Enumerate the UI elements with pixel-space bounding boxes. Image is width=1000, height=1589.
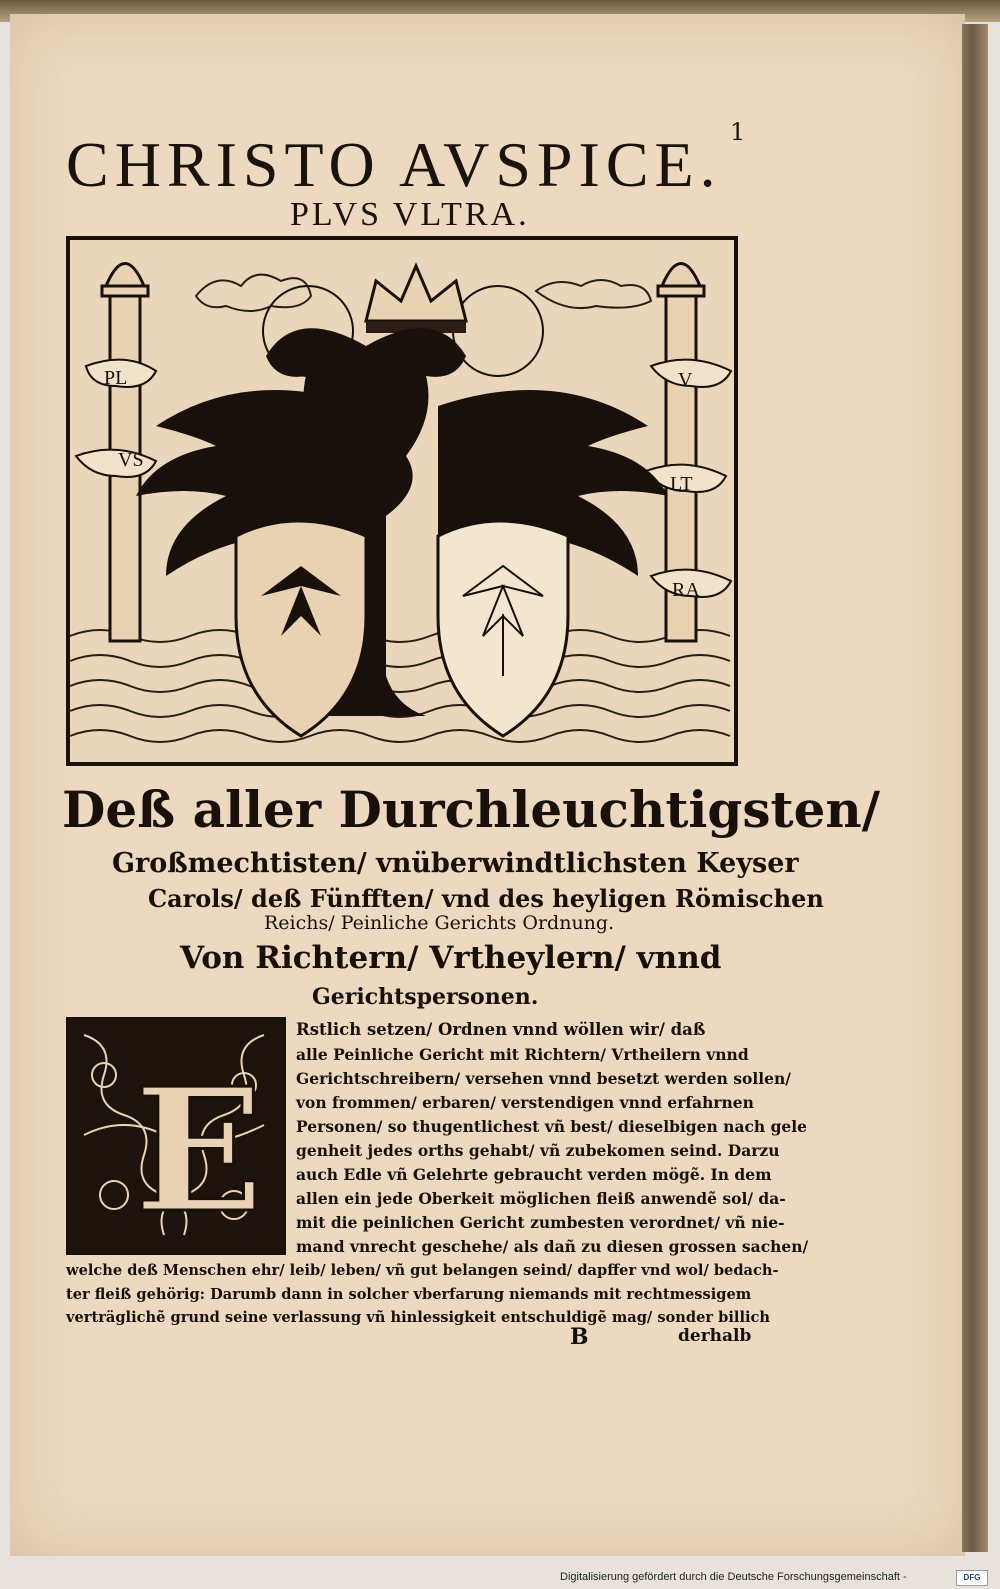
body-line: alle Peinliche Gericht mit Richtern/ Vrtheilern vnnd	[296, 1045, 749, 1064]
motto-subtitle: PLVS VLTRA.	[290, 196, 530, 233]
body-line: mit die peinlichen Gericht zumbesten verordnet/ vñ nie-	[296, 1213, 785, 1232]
digitization-credit: Digitalisierung gefördert durch die Deutsche Forschungsgemeinschaft -	[560, 1571, 907, 1583]
title-line-1: Deß aller Durchleuchtigsten/	[62, 780, 881, 839]
body-line: verträglichẽ grund seine verlassung vñ hinlessigkeit entschuldigẽ mag/ sonder billich	[66, 1309, 771, 1326]
catchword: derhalb	[678, 1326, 752, 1346]
pillar-left-upper: PL	[104, 367, 128, 389]
initial-letter: E	[134, 1051, 264, 1251]
title-line-3: Carols/ deß Fünfften/ vnd des heyligen Römischen	[148, 884, 824, 913]
title-line-2: Großmechtisten/ vnüberwindtlichsten Keyser	[112, 848, 799, 879]
body-line: mand vnrecht geschehe/ als dañ zu diesen grossen sachen/	[296, 1237, 809, 1256]
page-number: 1	[730, 118, 746, 146]
body-line: genheit jedes orths gehabt/ vñ zubekomen seind. Darzu	[296, 1141, 780, 1160]
pillar-left-lower: VS	[118, 449, 144, 471]
section-heading-line-1: Von Richtern/ Vrtheylern/ vnnd	[180, 940, 722, 976]
body-line: allen ein jede Oberkeit möglichen fleiß anwendẽ sol/ da-	[296, 1189, 786, 1208]
body-line: Personen/ so thugentlichest vñ best/ dieselbigen nach gele	[296, 1117, 808, 1136]
body-line: Gerichtschreibern/ versehen vnnd besetzt werden sollen/	[296, 1069, 791, 1088]
imperial-eagle-woodcut	[66, 236, 738, 766]
signature-mark: B	[570, 1324, 589, 1350]
body-line: welche deß Menschen ehr/ leib/ leben/ vñ gut belangen seind/ dapffer vnd wol/ bedach-	[66, 1262, 779, 1279]
section-heading-line-2: Gerichtspersonen.	[312, 984, 539, 1010]
title-line-4: Reichs/ Peinliche Gerichts Ordnung.	[264, 912, 615, 934]
pillar-right-middle: LT	[670, 473, 693, 495]
dfg-logo: DFG	[956, 1570, 988, 1586]
pillar-right-lower: RA	[672, 579, 700, 601]
pillar-right-upper: V	[678, 369, 693, 391]
body-line: auch Edle vñ Gelehrte gebraucht verden mögẽ. In dem	[296, 1165, 772, 1184]
motto-heading: CHRISTO AVSPICE.	[66, 129, 722, 200]
body-line: ter fleiß gehörig: Darumb dann in solcher vberfarung niemands mit rechtmessigem	[66, 1286, 752, 1303]
body-line: von frommen/ erbaren/ verstendigen vnnd erfahrnen	[296, 1093, 754, 1112]
decorated-initial	[64, 1015, 288, 1257]
body-line: Rstlich setzen/ Ordnen vnnd wöllen wir/ daß	[296, 1020, 706, 1039]
book-fore-edge	[962, 24, 988, 1552]
